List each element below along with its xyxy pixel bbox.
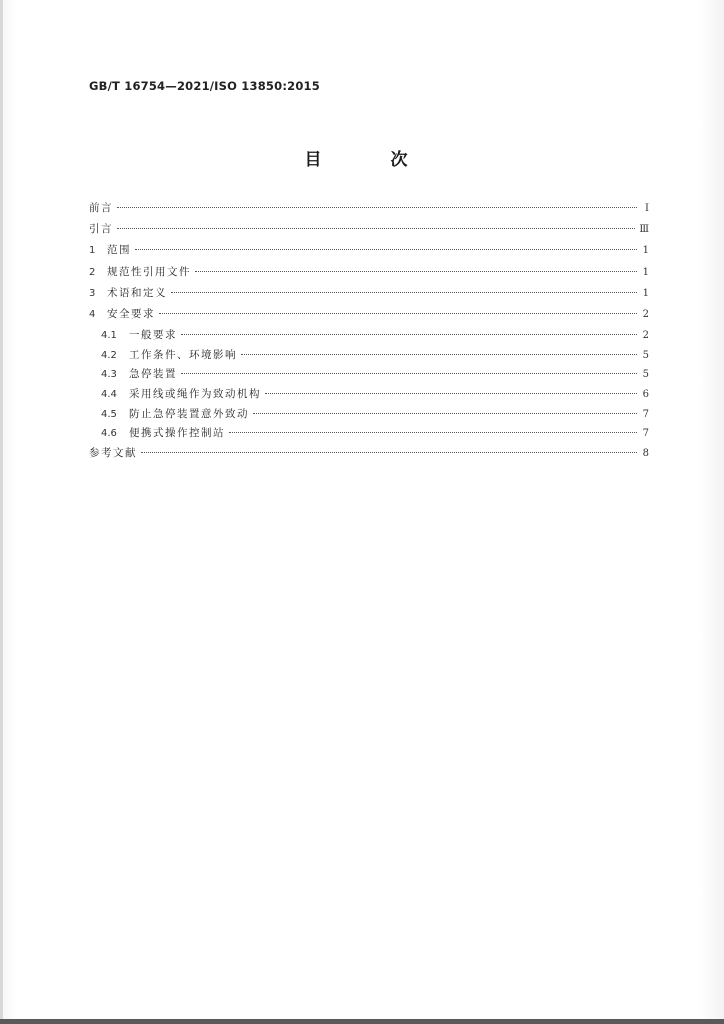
toc-entry-number: 4.4 <box>101 388 117 400</box>
toc-entry-title: 参考文献 <box>89 446 137 459</box>
toc-entry-number: 4.1 <box>101 330 117 342</box>
toc-entry[interactable] <box>89 406 649 426</box>
toc-entry-number: 4.2 <box>101 349 117 361</box>
toc-dot-leader <box>117 207 637 208</box>
scan-bottom-edge <box>0 1019 724 1024</box>
toc-entry-title: 引言 <box>89 223 113 236</box>
toc-entry-page: 2 <box>642 330 649 342</box>
toc-entry[interactable] <box>89 386 649 406</box>
toc-dot-leader <box>253 413 637 414</box>
toc-entry[interactable] <box>89 200 649 221</box>
toc-dot-leader <box>159 313 637 314</box>
toc-entry-title: 范围 <box>107 244 131 257</box>
toc-entry-page: 1 <box>642 245 649 257</box>
toc-entry-page: 2 <box>642 308 649 320</box>
toc-entry[interactable] <box>89 366 649 386</box>
toc-title: 目 次 <box>304 150 434 170</box>
toc-dot-leader <box>141 452 637 453</box>
toc-entry-title: 规范性引用文件 <box>107 265 191 278</box>
toc-dot-leader <box>195 271 637 272</box>
toc-entry[interactable] <box>89 347 649 367</box>
toc-entry[interactable] <box>89 425 649 445</box>
toc-entry-title: 采用线或绳作为致动机构 <box>129 387 261 400</box>
toc-entry-title: 一般要求 <box>129 329 177 342</box>
toc-entry-title: 术语和定义 <box>107 286 167 299</box>
toc-entry-page: Ⅲ <box>639 224 649 236</box>
toc-entry-number: 3 <box>89 287 96 299</box>
toc-entry-page: 1 <box>642 287 649 299</box>
toc-entry-number: 2 <box>89 266 96 278</box>
toc-entry[interactable] <box>89 327 649 347</box>
toc-entry-page: Ⅰ <box>645 203 649 214</box>
toc-entry-page: 8 <box>642 447 649 459</box>
toc-entry-number: 4.3 <box>101 369 117 381</box>
toc-entry[interactable] <box>89 221 649 242</box>
toc-entry-title: 防止急停装置意外致动 <box>129 407 249 420</box>
toc-entry[interactable] <box>89 306 649 327</box>
toc-entry-title: 便携式操作控制站 <box>129 427 225 440</box>
toc-entry-number: 4.5 <box>101 408 117 420</box>
toc-dot-leader <box>181 373 637 374</box>
toc-entry-title: 工作条件、环境影响 <box>129 348 237 361</box>
toc-entry-title: 安全要求 <box>107 307 155 320</box>
standard-number-header: GB/T 16754—2021/ISO 13850:2015 <box>89 79 320 93</box>
toc-dot-leader <box>171 292 637 293</box>
toc-entry[interactable] <box>89 242 649 263</box>
table-of-contents <box>89 200 649 466</box>
toc-entry-title: 急停装置 <box>129 368 177 381</box>
toc-dot-leader <box>229 432 637 433</box>
toc-dot-leader <box>265 393 637 394</box>
toc-dot-leader <box>135 249 637 250</box>
toc-entry-page: 6 <box>642 388 649 400</box>
toc-entry-number: 4.6 <box>101 428 117 440</box>
toc-entry-page: 5 <box>642 349 649 361</box>
toc-entry-page: 7 <box>642 428 649 440</box>
toc-entry[interactable] <box>89 445 649 466</box>
toc-entry-number: 4 <box>89 308 96 320</box>
toc-entry-page: 1 <box>642 266 649 278</box>
toc-entry[interactable] <box>89 285 649 306</box>
toc-entry-page: 7 <box>642 408 649 420</box>
toc-dot-leader <box>117 228 635 229</box>
toc-dot-leader <box>181 334 637 335</box>
toc-entry[interactable] <box>89 264 649 285</box>
toc-dot-leader <box>241 354 637 355</box>
toc-entry-page: 5 <box>642 369 649 381</box>
toc-entry-number: 1 <box>89 245 96 257</box>
toc-entry-title: 前言 <box>89 202 113 214</box>
